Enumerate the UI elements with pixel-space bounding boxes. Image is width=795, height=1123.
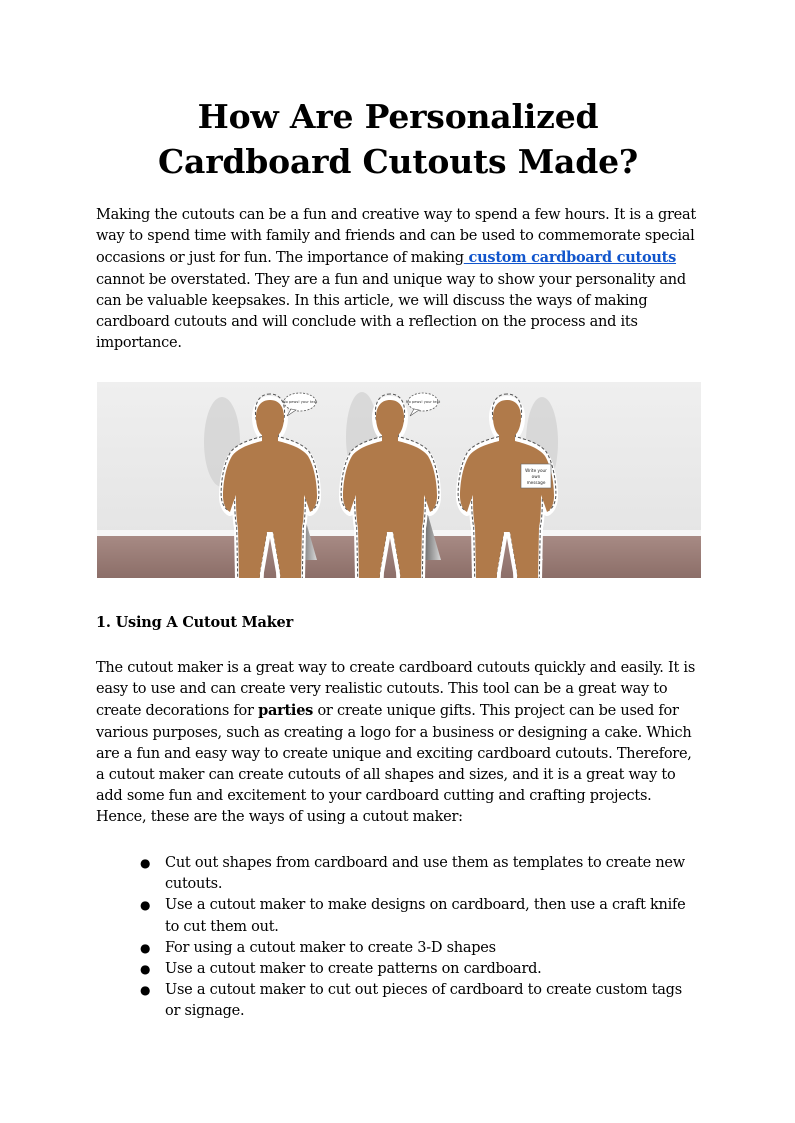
list-item xyxy=(96,980,700,1022)
bullet-icon: ● xyxy=(140,856,151,870)
sign-line-3: message xyxy=(526,480,546,485)
sign-line-2: own xyxy=(531,474,541,479)
cardboard-cutouts-image xyxy=(97,382,701,578)
sign-line-1: Write your xyxy=(525,468,547,473)
list-item-text: Use a cutout maker to make designs on cardboard, then use a craft knife to cut them out. xyxy=(165,897,686,935)
section-1-text-before-bold: The cutout maker is a great way to create cardboard cutouts quickly and easily. It is easy to use and can create very realistic cutouts. This tool can be a great way to create decorations for xyxy=(96,660,696,720)
list-item-text: Use a cutout maker to create patterns on cardboard. xyxy=(165,961,542,978)
intro-text-after-link: cannot be overstated. They are a fun and unique way to show your personality and can be valuable keepsakes. In this article, we will discuss the ways of making cardboard cutouts and will conclude with a reflection on the process and its importance. xyxy=(96,271,686,352)
section-1-paragraph xyxy=(96,658,700,829)
custom-cardboard-cutouts-link[interactable]: custom cardboard cutouts xyxy=(463,249,677,267)
list-item xyxy=(96,938,700,959)
list-item xyxy=(96,895,700,937)
section-1-bold-parties: parties xyxy=(258,702,314,720)
speech-bubble-2-text: No pews! your text xyxy=(405,400,441,404)
intro-paragraph xyxy=(96,205,700,354)
section-1-heading: 1. Using A Cutout Maker xyxy=(96,614,294,631)
bullet-icon: ● xyxy=(140,940,151,955)
section-1-text-after-bold: or create unique gifts. This project can be used for various purposes, such as creating a logo for a business or designing a cake. Which are a fun and easy way to create unique and exciting cardboard cutouts. Therefore, a cutout maker can create cutouts of all shapes and sizes, and it is a great way to add some fun and excitement to your cardboard cutting and crafting projects. Hence, these are the ways of using a cutout maker: xyxy=(96,703,692,826)
cutout-maker-bullet-list xyxy=(96,853,700,1023)
list-item-text: Use a cutout maker to cut out pieces of cardboard to create custom tags or signage. xyxy=(165,982,682,1020)
list-item xyxy=(96,959,700,980)
intro-text-before-link: Making the cutouts can be a fun and creative way to spend a few hours. It is a great way to spend time with family and friends and can be used to commemorate special occasions or just for fun. The importance of making xyxy=(96,207,696,267)
bullet-icon: ● xyxy=(140,962,151,977)
list-item-text: For using a cutout maker to create 3-D shapes xyxy=(165,939,496,956)
message-sign xyxy=(521,464,551,488)
list-item xyxy=(96,853,700,895)
bullet-icon: ● xyxy=(140,898,151,913)
page-title: How Are Personalized Cardboard Cutouts Made? xyxy=(157,97,639,181)
speech-bubble-1-text: No pews! your text xyxy=(282,400,318,404)
list-item-text: Cut out shapes from cardboard and use them as templates to create new cutouts. xyxy=(165,855,685,893)
bullet-icon: ● xyxy=(140,983,151,998)
